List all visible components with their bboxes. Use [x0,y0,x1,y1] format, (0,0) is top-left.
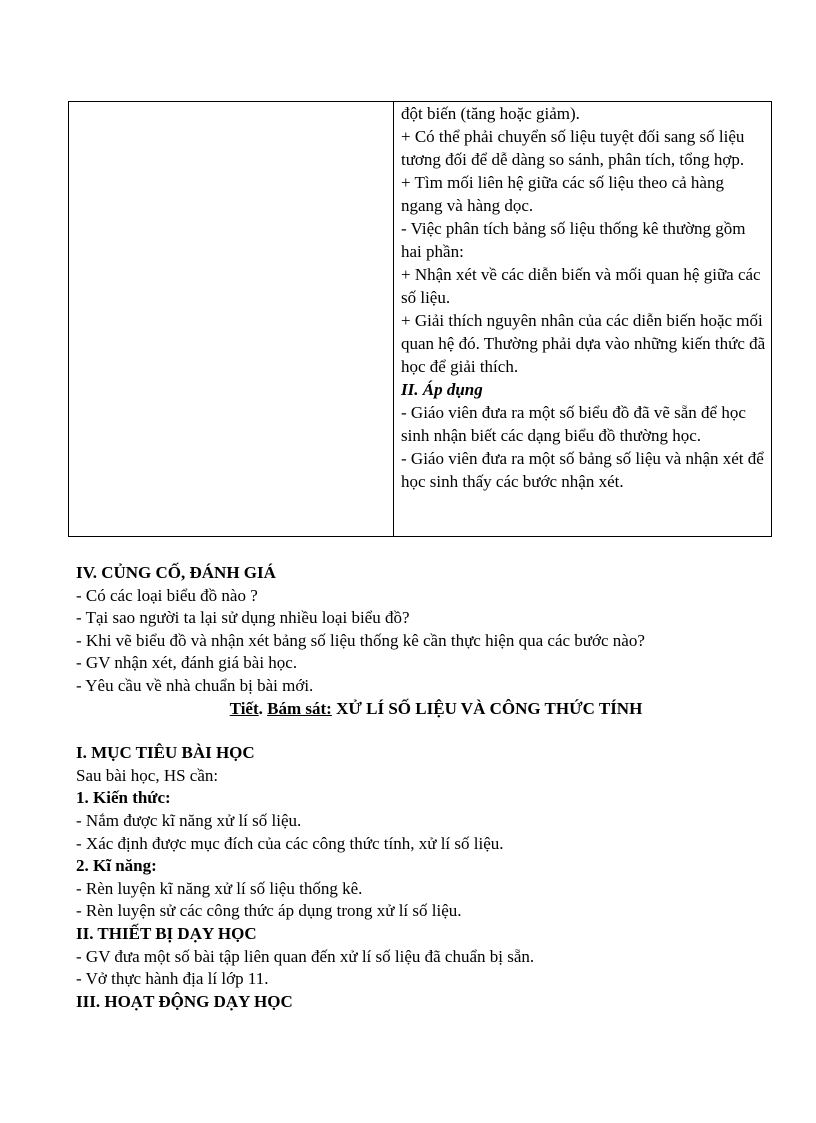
section1-intro: Sau bài học, HS cần: [76,765,219,785]
list-item: - GV đưa một số bài tập liên quan đến xử lí số liệu đã chuẩn bị sẵn. [76,946,535,966]
lesson-title-text: XỬ LÍ SỐ LIỆU VÀ CÔNG THỨC TÍNH [336,698,643,718]
apply-heading: II. Áp dụng [401,380,483,399]
list-item: - Yêu cầu về nhà chuẩn bị bài mới. [76,675,314,695]
list-item: - Rèn luyện kĩ năng xử lí số liệu thống kê. [76,878,363,898]
table-line: + Nhận xét về các diễn biến và mối quan hệ giữa các số liệu. [401,265,761,307]
table-right-cell [394,102,771,536]
table-line: - Giáo viên đưa ra một số bảng số liệu và nhận xét để học sinh thấy các bước nhận xét. [401,449,764,491]
table-line: - Việc phân tích bảng số liệu thống kê thường gồm hai phần: [401,219,746,261]
list-item: - Có các loại biểu đồ nào ? [76,585,258,605]
list-item: - Rèn luyện sử các công thức áp dụng trong xử lí số liệu. [76,901,462,921]
section1-heading: I. MỤC TIÊU BÀI HỌC [76,743,255,763]
lesson-bam-sat: Bám sát: [267,698,332,718]
section4-heading: IV. CỦNG CỐ, ĐÁNH GIÁ [76,563,276,582]
knowledge-heading: 1. Kiến thức: [76,788,171,808]
table-line: + Có thể phải chuyển số liệu tuyệt đối sang số liệu tương đối để dễ dàng so sánh, phân tích, tổng hợp. [401,127,745,169]
table-line: + Giải thích nguyên nhân của các diễn biến hoặc mối quan hệ đó. Thường phải dựa vào những kiến thức đã học để giải thích. [401,311,766,376]
document-body [76,562,776,1013]
table-left-cell [69,102,394,536]
table-line: đột biến (tăng hoặc giảm). [401,104,580,123]
lesson-table [68,101,772,537]
list-item: - Xác định được mục đích của các công thức tính, xử lí số liệu. [76,833,504,853]
list-item: - Khi vẽ biểu đồ và nhận xét bảng số liệu thống kê cần thực hiện qua các bước nào? [76,630,645,650]
lesson-title: Tiết. Bám sát: XỬ LÍ SỐ LIỆU VÀ CÔNG THỨC TÍNH [229,698,643,718]
list-item: - Tại sao người ta lại sử dụng nhiều loại biểu đồ? [76,608,410,628]
lesson-tiet: Tiết [229,698,259,718]
table-line: + Tìm mối liên hệ giữa các số liệu theo cả hàng ngang và hàng dọc. [401,173,724,215]
table-line: - Giáo viên đưa ra một số biểu đồ đã vẽ sẵn để học sinh nhận biết các dạng biểu đồ thường học. [401,403,746,445]
list-item: - Nắm được kĩ năng xử lí số liệu. [76,810,302,830]
skills-heading: 2. Kĩ năng: [76,856,157,876]
list-item: - GV nhận xét, đánh giá bài học. [76,653,298,673]
section3-heading: III. HOẠT ĐỘNG DẠY HỌC [76,991,293,1011]
list-item: - Vở thực hành địa lí lớp 11. [76,969,269,989]
section2-heading: II. THIẾT BỊ DẠY HỌC [76,923,257,943]
